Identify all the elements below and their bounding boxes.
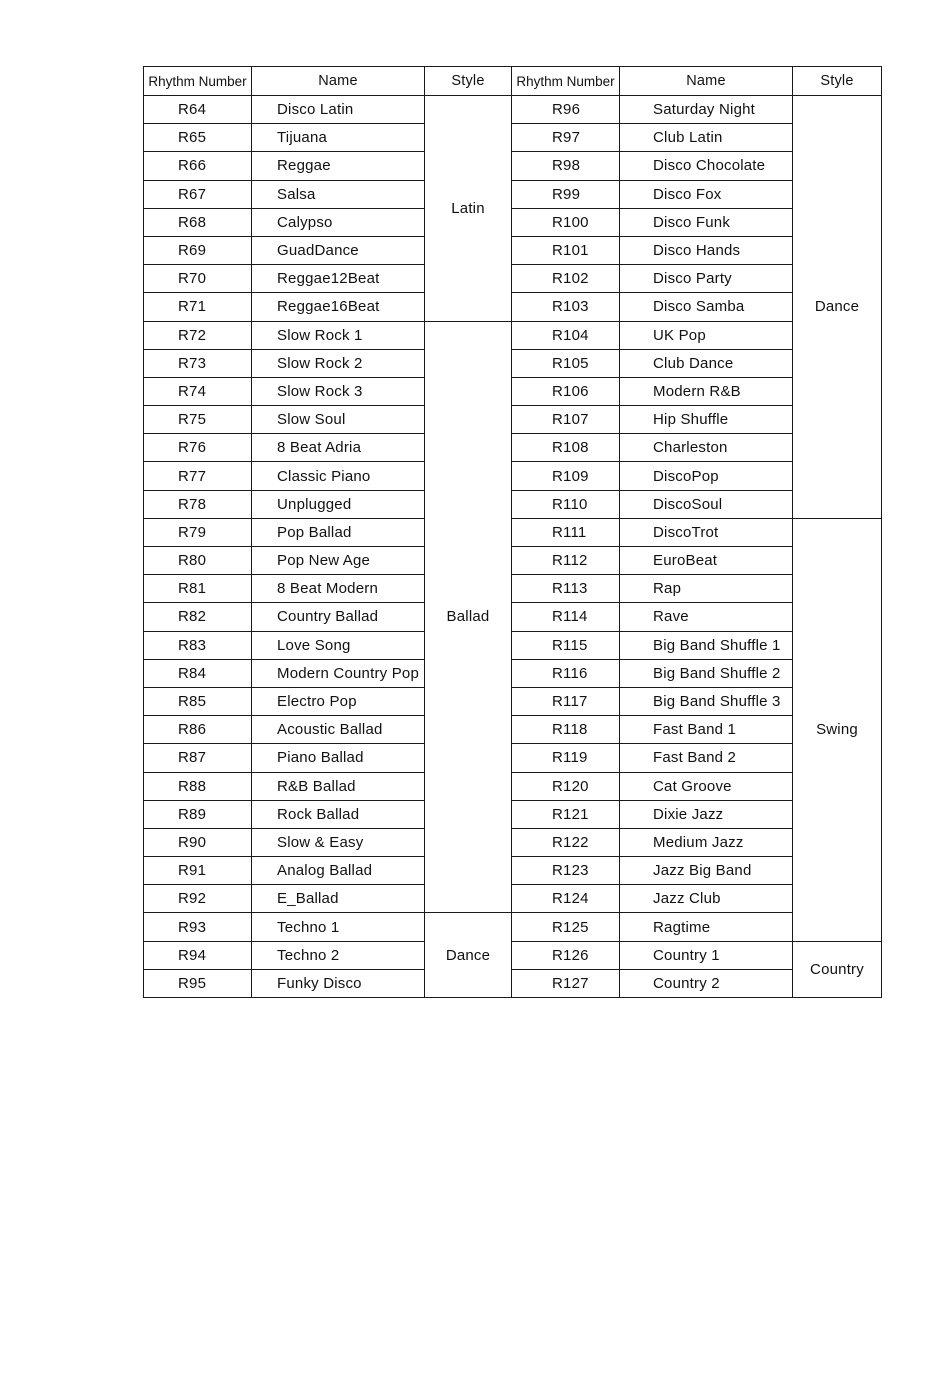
rhythm-number-cell: R98 [512, 152, 620, 180]
rhythm-name-cell: Analog Ballad [252, 857, 425, 885]
table-row [144, 208, 882, 236]
rhythm-name-cell: DiscoPop [620, 462, 793, 490]
rhythm-number-cell: R114 [512, 603, 620, 631]
style-group-cell: Swing [793, 518, 882, 941]
rhythm-name-cell: Dixie Jazz [620, 800, 793, 828]
rhythm-number-cell: R76 [144, 434, 252, 462]
rhythm-number-cell: R99 [512, 180, 620, 208]
rhythm-name-cell: Techno 2 [252, 941, 425, 969]
rhythm-name-cell: EuroBeat [620, 547, 793, 575]
rhythm-name-cell: Big Band Shuffle 2 [620, 659, 793, 687]
table-row [144, 772, 882, 800]
rhythm-number-cell: R81 [144, 575, 252, 603]
rhythm-number-cell: R96 [512, 96, 620, 124]
rhythm-number-cell: R123 [512, 857, 620, 885]
table-row [144, 377, 882, 405]
rhythm-name-cell: Techno 1 [252, 913, 425, 941]
table-row [144, 885, 882, 913]
rhythm-number-cell: R111 [512, 518, 620, 546]
rhythm-number-cell: R124 [512, 885, 620, 913]
header-style-left: Style [425, 67, 512, 96]
rhythm-number-cell: R87 [144, 744, 252, 772]
table-row [144, 293, 882, 321]
rhythm-name-cell: Slow Rock 3 [252, 377, 425, 405]
table-row [144, 152, 882, 180]
rhythm-number-cell: R118 [512, 716, 620, 744]
rhythm-number-cell: R102 [512, 265, 620, 293]
rhythm-number-cell: R120 [512, 772, 620, 800]
rhythm-number-cell: R115 [512, 631, 620, 659]
table-row [144, 659, 882, 687]
table-row [144, 744, 882, 772]
rhythm-number-cell: R127 [512, 969, 620, 997]
rhythm-name-cell: E_Ballad [252, 885, 425, 913]
rhythm-name-cell: Slow Rock 2 [252, 349, 425, 377]
style-group-cell: Country [793, 941, 882, 997]
rhythm-name-cell: Country 2 [620, 969, 793, 997]
rhythm-number-cell: R106 [512, 377, 620, 405]
header-rhythm-number-left: Rhythm Number [144, 67, 252, 96]
rhythm-name-cell: Cat Groove [620, 772, 793, 800]
rhythm-number-cell: R103 [512, 293, 620, 321]
rhythm-number-cell: R117 [512, 687, 620, 715]
table-row [144, 265, 882, 293]
rhythm-name-cell: Slow & Easy [252, 828, 425, 856]
rhythm-number-cell: R84 [144, 659, 252, 687]
rhythm-number-cell: R77 [144, 462, 252, 490]
table-row [144, 518, 882, 546]
rhythm-name-cell: Love Song [252, 631, 425, 659]
header-name-left: Name [252, 67, 425, 96]
rhythm-name-cell: Modern R&B [620, 377, 793, 405]
rhythm-name-cell: Country Ballad [252, 603, 425, 631]
rhythm-name-cell: Reggae12Beat [252, 265, 425, 293]
rhythm-number-cell: R121 [512, 800, 620, 828]
header-rhythm-number-right: Rhythm Number [512, 67, 620, 96]
rhythm-number-cell: R94 [144, 941, 252, 969]
table-body [144, 96, 882, 998]
rhythm-name-cell: Modern Country Pop [252, 659, 425, 687]
rhythm-name-cell: Classic Piano [252, 462, 425, 490]
rhythm-name-cell: Club Dance [620, 349, 793, 377]
rhythm-number-cell: R105 [512, 349, 620, 377]
table-row [144, 124, 882, 152]
rhythm-name-cell: Salsa [252, 180, 425, 208]
rhythm-name-cell: Acoustic Ballad [252, 716, 425, 744]
rhythm-name-cell: Disco Hands [620, 236, 793, 264]
table-row [144, 603, 882, 631]
rhythm-name-cell: Rap [620, 575, 793, 603]
rhythm-list-table [143, 66, 882, 998]
header-style-right: Style [793, 67, 882, 96]
rhythm-name-cell: Unplugged [252, 490, 425, 518]
table-row [144, 406, 882, 434]
rhythm-name-cell: Disco Chocolate [620, 152, 793, 180]
rhythm-number-cell: R64 [144, 96, 252, 124]
rhythm-number-cell: R119 [512, 744, 620, 772]
style-group-cell: Dance [793, 96, 882, 519]
rhythm-number-cell: R107 [512, 406, 620, 434]
rhythm-number-cell: R85 [144, 687, 252, 715]
rhythm-name-cell: Fast Band 2 [620, 744, 793, 772]
table-row [144, 969, 882, 997]
style-group-cell: Latin [425, 96, 512, 322]
rhythm-name-cell: Funky Disco [252, 969, 425, 997]
style-group-cell: Ballad [425, 321, 512, 913]
rhythm-number-cell: R82 [144, 603, 252, 631]
rhythm-number-cell: R71 [144, 293, 252, 321]
table-row [144, 716, 882, 744]
rhythm-name-cell: Electro Pop [252, 687, 425, 715]
table-row [144, 321, 882, 349]
rhythm-number-cell: R125 [512, 913, 620, 941]
rhythm-number-cell: R112 [512, 547, 620, 575]
table-row [144, 800, 882, 828]
table-row [144, 236, 882, 264]
table-row [144, 462, 882, 490]
style-group-cell: Dance [425, 913, 512, 998]
rhythm-name-cell: Reggae16Beat [252, 293, 425, 321]
rhythm-number-cell: R65 [144, 124, 252, 152]
header-name-right: Name [620, 67, 793, 96]
table-row [144, 490, 882, 518]
rhythm-number-cell: R95 [144, 969, 252, 997]
table-row [144, 913, 882, 941]
rhythm-number-cell: R110 [512, 490, 620, 518]
rhythm-name-cell: Disco Party [620, 265, 793, 293]
table-row [144, 828, 882, 856]
rhythm-name-cell: Disco Fox [620, 180, 793, 208]
rhythm-name-cell: Disco Samba [620, 293, 793, 321]
rhythm-name-cell: Slow Rock 1 [252, 321, 425, 349]
table-row [144, 434, 882, 462]
table-row [144, 96, 882, 124]
rhythm-number-cell: R83 [144, 631, 252, 659]
rhythm-number-cell: R78 [144, 490, 252, 518]
rhythm-number-cell: R97 [512, 124, 620, 152]
rhythm-name-cell: Big Band Shuffle 3 [620, 687, 793, 715]
rhythm-name-cell: R&B Ballad [252, 772, 425, 800]
table-row [144, 575, 882, 603]
rhythm-name-cell: Jazz Big Band [620, 857, 793, 885]
rhythm-name-cell: Big Band Shuffle 1 [620, 631, 793, 659]
table-row [144, 631, 882, 659]
rhythm-number-cell: R75 [144, 406, 252, 434]
rhythm-name-cell: Hip Shuffle [620, 406, 793, 434]
rhythm-number-cell: R73 [144, 349, 252, 377]
rhythm-name-cell: 8 Beat Adria [252, 434, 425, 462]
rhythm-name-cell: Jazz Club [620, 885, 793, 913]
rhythm-name-cell: DiscoTrot [620, 518, 793, 546]
rhythm-number-cell: R109 [512, 462, 620, 490]
table-row [144, 941, 882, 969]
rhythm-number-cell: R93 [144, 913, 252, 941]
rhythm-number-cell: R88 [144, 772, 252, 800]
rhythm-number-cell: R66 [144, 152, 252, 180]
rhythm-name-cell: Charleston [620, 434, 793, 462]
table-row [144, 857, 882, 885]
rhythm-name-cell: Country 1 [620, 941, 793, 969]
table-header-row [144, 67, 882, 96]
rhythm-number-cell: R79 [144, 518, 252, 546]
rhythm-number-cell: R90 [144, 828, 252, 856]
rhythm-number-cell: R70 [144, 265, 252, 293]
rhythm-name-cell: Ragtime [620, 913, 793, 941]
rhythm-name-cell: Rock Ballad [252, 800, 425, 828]
rhythm-name-cell: GuadDance [252, 236, 425, 264]
rhythm-number-cell: R100 [512, 208, 620, 236]
rhythm-name-cell: Medium Jazz [620, 828, 793, 856]
rhythm-number-cell: R113 [512, 575, 620, 603]
rhythm-number-cell: R126 [512, 941, 620, 969]
rhythm-name-cell: 8 Beat Modern [252, 575, 425, 603]
table-row [144, 349, 882, 377]
rhythm-name-cell: Disco Latin [252, 96, 425, 124]
rhythm-name-cell: Piano Ballad [252, 744, 425, 772]
rhythm-name-cell: Saturday Night [620, 96, 793, 124]
table-row [144, 180, 882, 208]
rhythm-number-cell: R69 [144, 236, 252, 264]
rhythm-number-cell: R116 [512, 659, 620, 687]
rhythm-name-cell: Pop New Age [252, 547, 425, 575]
rhythm-number-cell: R89 [144, 800, 252, 828]
rhythm-number-cell: R68 [144, 208, 252, 236]
rhythm-number-cell: R108 [512, 434, 620, 462]
rhythm-number-cell: R86 [144, 716, 252, 744]
rhythm-number-cell: R67 [144, 180, 252, 208]
rhythm-name-cell: Tijuana [252, 124, 425, 152]
rhythm-name-cell: Fast Band 1 [620, 716, 793, 744]
rhythm-name-cell: Rave [620, 603, 793, 631]
rhythm-name-cell: UK Pop [620, 321, 793, 349]
rhythm-number-cell: R101 [512, 236, 620, 264]
rhythm-name-cell: Reggae [252, 152, 425, 180]
rhythm-number-cell: R92 [144, 885, 252, 913]
table-row [144, 547, 882, 575]
rhythm-name-cell: Club Latin [620, 124, 793, 152]
rhythm-name-cell: Pop Ballad [252, 518, 425, 546]
rhythm-number-cell: R72 [144, 321, 252, 349]
rhythm-number-cell: R91 [144, 857, 252, 885]
rhythm-number-cell: R74 [144, 377, 252, 405]
rhythm-name-cell: DiscoSoul [620, 490, 793, 518]
table-row [144, 687, 882, 715]
rhythm-number-cell: R104 [512, 321, 620, 349]
rhythm-name-cell: Calypso [252, 208, 425, 236]
rhythm-name-cell: Disco Funk [620, 208, 793, 236]
rhythm-number-cell: R80 [144, 547, 252, 575]
rhythm-number-cell: R122 [512, 828, 620, 856]
rhythm-name-cell: Slow Soul [252, 406, 425, 434]
